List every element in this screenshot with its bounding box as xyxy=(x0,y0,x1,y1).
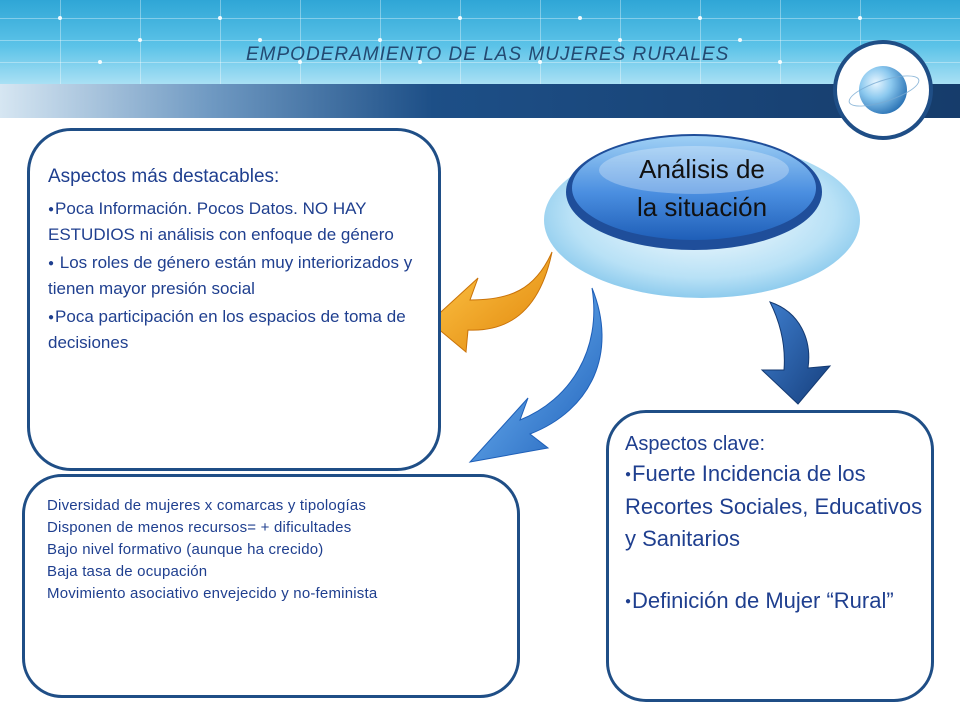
analysis-label-line2: la situación xyxy=(636,192,768,222)
bullet-dot-icon: ● xyxy=(625,596,632,608)
highlight-item: ●Poca participación en los espacios de toma de decisiones xyxy=(48,307,406,353)
analysis-label-line1: Análisis de xyxy=(639,154,765,184)
highlight-item: ● Los roles de género están muy interiorizados y tienen mayor presión social xyxy=(48,253,413,299)
highlight-item: ●Poca Información. Pocos Datos. NO HAY ESTUDIOS ni análisis con enfoque de género xyxy=(48,199,394,245)
key-aspects-heading: Aspectos clave: xyxy=(625,433,766,455)
arrow-to-right-box xyxy=(762,302,830,404)
page-title: EMPODERAMIENTO DE LAS MUJERES RURALES xyxy=(246,44,730,65)
characteristic-line: Disponen de menos recursos= + dificultades xyxy=(47,519,352,536)
bullet-dot-icon: ● xyxy=(48,258,55,270)
highlights-content xyxy=(48,164,434,358)
characteristic-line: Diversidad de mujeres x comarcas y tipologías xyxy=(47,497,367,514)
bullet-dot-icon: ● xyxy=(48,312,55,324)
analysis-label xyxy=(602,150,802,226)
characteristics-content xyxy=(47,495,517,605)
characteristic-line: Bajo nivel formativo (aunque ha crecido) xyxy=(47,541,324,558)
bullet-dot-icon: ● xyxy=(625,469,632,481)
arrow-to-left-box xyxy=(430,252,552,352)
key-aspects-content xyxy=(625,430,925,618)
bullet-dot-icon: ● xyxy=(48,204,55,216)
characteristic-line: Baja tasa de ocupación xyxy=(47,563,208,580)
key-aspect-item: ●Definición de Mujer “Rural” xyxy=(625,588,894,614)
characteristic-line: Movimiento asociativo envejecido y no-feminista xyxy=(47,585,378,602)
key-aspect-item: ●Fuerte Incidencia de los Recortes Sociales, Educativos y Sanitarios xyxy=(625,461,923,552)
highlights-heading: Aspectos más destacables: xyxy=(48,166,280,187)
